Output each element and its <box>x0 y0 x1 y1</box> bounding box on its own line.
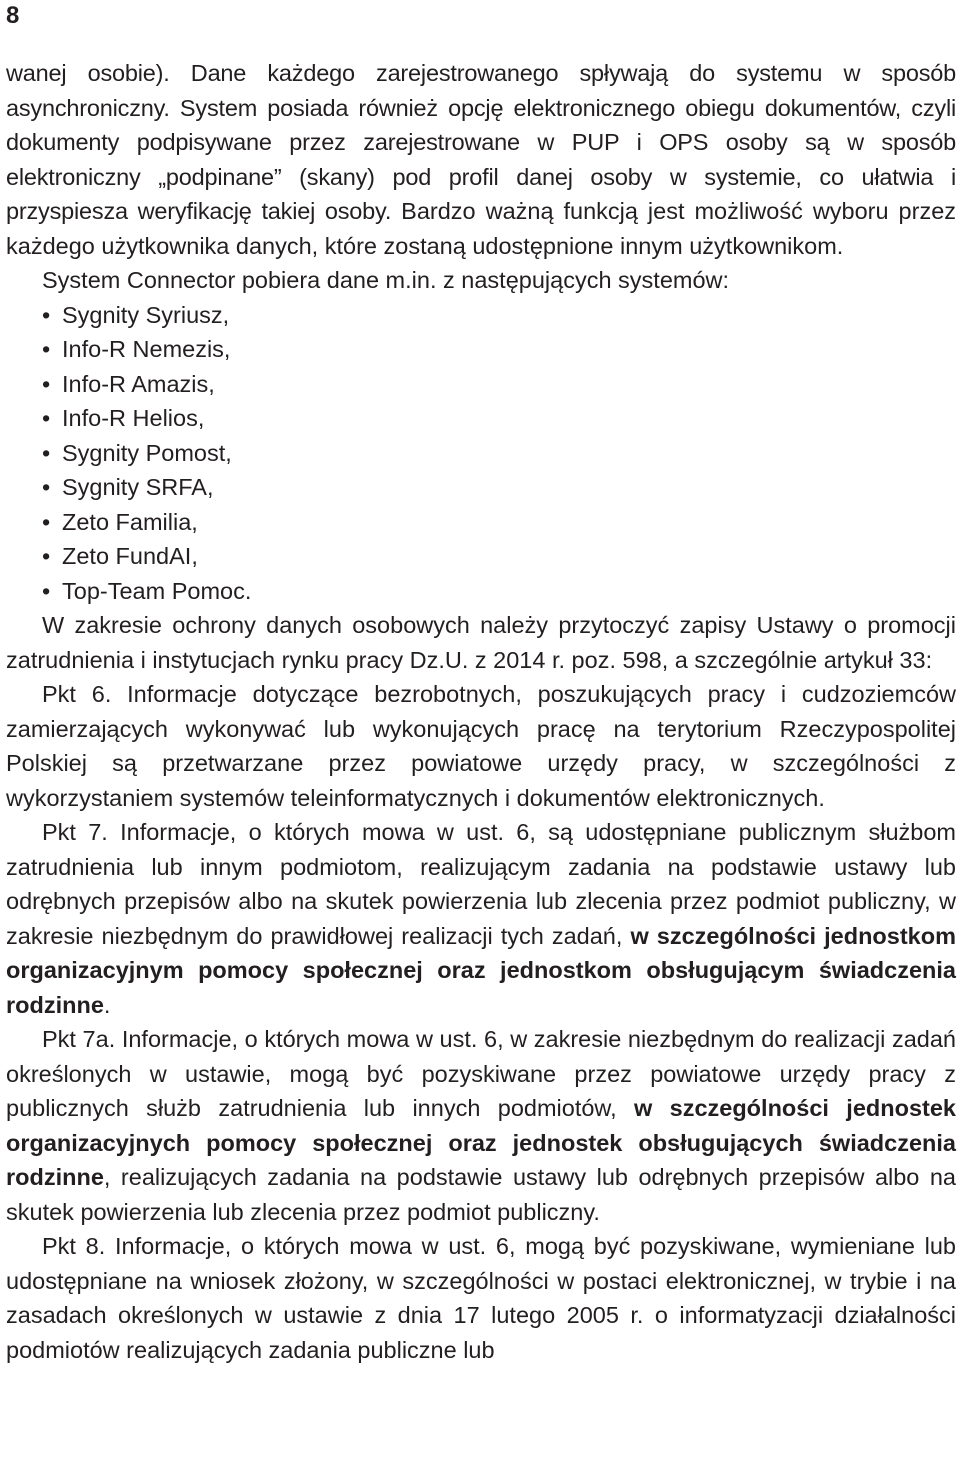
intro-text-part2: Bardzo ważną funkcją jest możliwość wyboru przez każdego użytkownika danych, które zostaną udostępnione innym użytkownikom. <box>6 198 957 259</box>
document-body <box>6 56 956 1367</box>
list-item: • Zeto Familia, <box>42 505 956 540</box>
list-item: • Info-R Nemezis, <box>42 332 956 367</box>
list-item: • Info-R Helios, <box>42 401 956 436</box>
list-item: • Sygnity Syriusz, <box>42 298 956 333</box>
pkt7a-bold-text: w szczególności jednostek organizacyjnych pomocy społecznej oraz jednostek obsługujących świadczenia rodzinne <box>6 1095 956 1190</box>
pkt7-text: Pkt 7. Informacje, o których mowa w ust. 6, są udostępniane publicznym służbom zatrudnienia lub innym podmiotom, realizującym zadania na podstawie ustawy lub odrębnych przepisów albo na skutek powierzenia lub zlecenia przez podmiot publiczny, w zakresie niezbędnym do prawidłowej realizacji tych zadań, <box>6 819 956 949</box>
intro-paragraph <box>6 56 956 263</box>
pkt7a-text: Pkt 7a. Informacje, o których mowa w ust. 6, w zakresie niezbędnym do realizacji zadań określonych w ustawie, mogą być pozyskiwane przez powiatowe urzędy pracy z publicznych służb zatrudnienia lub innych podmiotów, <box>6 1026 956 1121</box>
list-item: • Sygnity Pomost, <box>42 436 956 471</box>
pkt7a-paragraph <box>6 1022 956 1229</box>
list-item: • Zeto FundAI, <box>42 539 956 574</box>
law-intro-paragraph: W zakresie ochrony danych osobowych należy przytoczyć zapisy Ustawy o promocji zatrudnienia i instytucjach rynku pracy Dz.U. z 2014 r. poz. 598, a szczególnie artykuł 33: <box>6 612 956 673</box>
list-item: • Sygnity SRFA, <box>42 470 956 505</box>
list-item: • Info-R Amazis, <box>42 367 956 402</box>
pkt7a-end: , realizujących zadania na podstawie ustawy lub odrębnych przepisów albo na skutek powierzenia lub zlecenia przez podmiot publiczny. <box>6 1164 956 1225</box>
pkt7-bold-text: w szczególności jednostkom organizacyjnym pomocy społecznej oraz jednostkom obsługującym świadczenia rodzinne <box>6 922 956 1018</box>
pkt7-end: . <box>103 991 111 1018</box>
systems-list <box>6 298 956 609</box>
pkt6-paragraph: Pkt 6. Informacje dotyczące bezrobotnych, poszukujących pracy i cudzoziemców zamierzających wykonywać lub wykonujących pracę na terytorium Rzeczypospolitej Polskiej są przetwarzane przez powiatowe urzędy pracy, w szczególności z wykorzystaniem systemów teleinformatycznych i dokumentów elektronicznych. <box>6 681 956 811</box>
connector-lead: System Connector pobiera dane m.in. z następujących systemów: <box>42 267 730 293</box>
pkt7-paragraph <box>6 815 956 1022</box>
page-number: 8 <box>6 2 20 29</box>
pkt8-paragraph: Pkt 8. Informacje, o których mowa w ust. 6, mogą być pozyskiwane, wymieniane lub udostępniane na wniosek złożony, w szczególności w postaci elektronicznej, w trybie i na zasadach określonych w ustawie z dnia 17 lutego 2005 r. o informatyzacji działalności podmiotów realizujących zadania publiczne lub <box>6 1233 956 1363</box>
intro-text-part1: wanej osobie). Dane każdego zarejestrowanego spływają do systemu w sposób asynchroniczny. System posiada również opcję elektronicznego obiegu dokumentów, czyli dokumenty podpisywane przez zarejestrowane w PUP i OPS osoby są w sposób elektroniczny „podpinane” (skany) pod profil danej osoby w systemie, co ułatwia i przyspiesza weryfikację takiej osoby. <box>6 60 956 224</box>
list-item: • Top-Team Pomoc. <box>42 574 956 609</box>
